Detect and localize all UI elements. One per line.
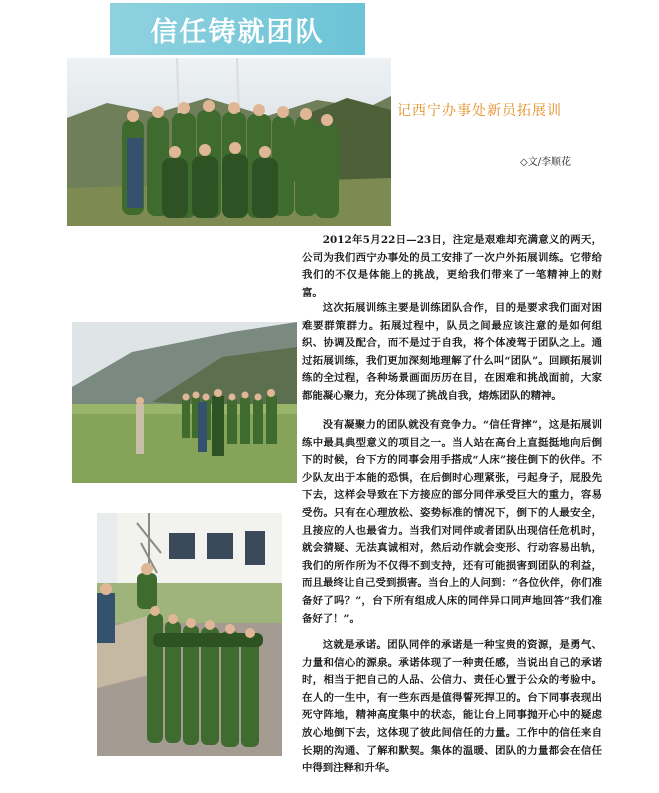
author-byline: ◇文/李顺花 (520, 157, 572, 168)
title-banner (110, 3, 365, 55)
article-paragraph: 2012年5月22日—23日，注定是艰难却充满意义的两天，公司为我们西宁办事处的员工安排了一次户外拓展训练。它带给我们的不仅是体能上的挑战，更给我们带来了一笔精神上的财富。 (302, 234, 602, 299)
article-paragraph: 这次拓展训练主要是训练团队合作，目的是要求我们面对困难要群策群力。拓展过程中，队员之间最应该注意的是如何组织、协调及配合，而不是过于自我，将个体凌驾于团队之上。通过拓展训练，我们更加深刻地理解了什么叫“团队”。回顾拓展训练的全过程，各种场景画面历历在目，在困难和挑战面前，大家都能凝心聚力，充分体现了挑战自我，熔炼团队的精神。 (302, 302, 602, 402)
article-paragraph: 没有凝聚力的团队就没有竞争力。“信任背摔”，这是拓展训练中最具典型意义的项目之一。当人站在高台上直挺挺地向后倒下的时候，台下方的同事会用手搭成“人床”接住倒下的伙伴。不少队友出于本能的恐惧，在后倒时心理紧张，弓起身子，屁股先下去，这样会导致在下方接应的部分同伴承受巨大的重力，容易受伤。只有在心理放松、姿势标准的情况下，倒下的人最安全，且接应的人也最省力。当我们对同伴或者团队出现信任危机时，就会猜疑、无法真诚相对，然后动作就会变形、行动容易出轨，我们的所作所为不仅得不到支持，还有可能损害到团队的利益，而且最终让自己受到损害。当台上的人问到：“各位伙伴，你们准备好了吗？”，台下所有组成人床的同伴异口同声地回答“我们准备好了！”。 (302, 419, 602, 625)
trust-fall-photo (97, 513, 282, 756)
article-paragraph: 这就是承诺。团队同伴的承诺是一种宝贵的资源，是勇气、力量和信心的源泉。承诺体现了一种责任感，当说出自己的承诺时，相当于把自己的人品、公信力、责任心置于公众的考验中。在人的一生中，有一些东西是值得誓死捍卫的。台下同事表现出死守阵地，精神高度集中的状态，能让台上同事抛开心中的疑虑放心地倒下去，这体现了彼此间信任的力量。工作中的信任来自长期的沟通、了解和默契。集体的温暖、团队的力量都会在信任中得到注释和升华。 (302, 639, 602, 775)
team-meadow-photo (72, 322, 297, 483)
article-subtitle: 记西宁办事处新员拓展训 (397, 103, 562, 119)
article-title: 信任铸就团队 (150, 16, 325, 48)
group-photo-mountain (67, 58, 391, 226)
